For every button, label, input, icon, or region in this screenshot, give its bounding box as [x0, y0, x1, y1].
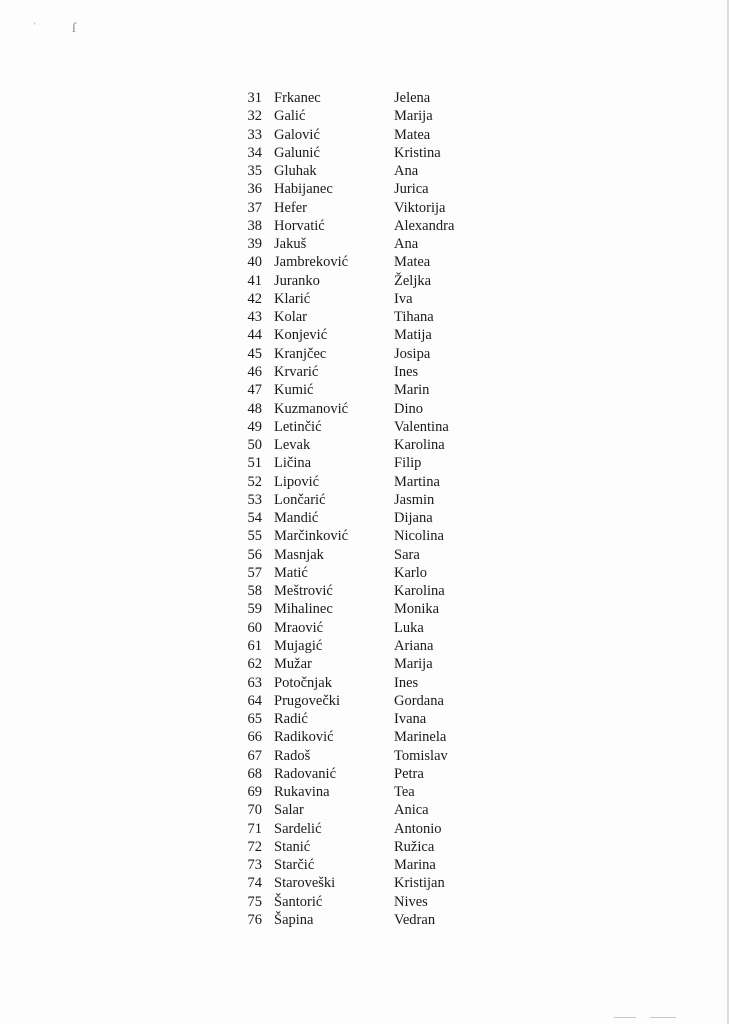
entry-number: 37	[247, 199, 262, 216]
entry-number: 39	[247, 236, 262, 253]
entry-number: 70	[247, 802, 262, 819]
list-item	[224, 893, 524, 911]
surname: Mraović	[274, 619, 324, 636]
given-name: Luka	[394, 619, 424, 636]
list-item	[224, 454, 524, 472]
list-item	[224, 911, 524, 929]
entry-number: 33	[247, 126, 262, 143]
entry-number: 43	[247, 309, 262, 326]
surname: Hefer	[274, 199, 308, 216]
given-name: Nives	[394, 893, 428, 910]
given-name: Jasmin	[394, 491, 435, 508]
surname: Juranko	[274, 272, 320, 289]
list-item	[224, 436, 524, 454]
given-name: Matija	[394, 327, 432, 344]
list-item	[224, 783, 524, 801]
surname: Mandić	[274, 510, 319, 527]
given-name: Ariana	[394, 637, 434, 654]
surname: Mihalinec	[274, 601, 333, 618]
given-name: Jelena	[394, 90, 431, 106]
entry-number: 75	[247, 893, 262, 910]
given-name: Marinela	[394, 729, 447, 746]
entry-number: 68	[247, 765, 262, 782]
surname: Staroveški	[274, 875, 336, 892]
given-name: Antonio	[394, 820, 442, 837]
surname: Lončarić	[274, 491, 326, 508]
given-name: Gordana	[394, 692, 444, 709]
surname: Šantorić	[274, 893, 323, 910]
surname: Krvarić	[274, 363, 319, 380]
entry-number: 72	[247, 838, 262, 855]
list-item	[224, 144, 524, 162]
entry-number: 55	[247, 528, 262, 545]
scan-mark: '	[34, 21, 36, 31]
given-name: Viktorija	[394, 199, 446, 216]
given-name: Ivana	[394, 711, 427, 728]
surname: Galić	[274, 108, 306, 125]
surname: Radoš	[274, 747, 311, 764]
surname: Potočnjak	[274, 674, 332, 691]
entry-number: 57	[247, 564, 262, 581]
given-name: Ines	[394, 363, 419, 380]
surname: Lipović	[274, 473, 320, 490]
surname: Masnjak	[274, 546, 324, 563]
given-name: Jurica	[394, 181, 429, 198]
list-item	[224, 126, 524, 144]
entry-number: 71	[247, 820, 262, 837]
entry-number: 64	[247, 692, 262, 709]
surname: Gluhak	[274, 163, 317, 180]
list-item	[224, 272, 524, 290]
given-name: Karlo	[394, 564, 428, 581]
entry-number: 69	[247, 784, 262, 801]
list-item	[224, 491, 524, 509]
given-name: Karolina	[394, 437, 445, 454]
given-name: Ana	[394, 163, 419, 180]
list-item	[224, 308, 524, 326]
given-name: Marija	[394, 656, 433, 673]
given-name: Marin	[394, 382, 430, 399]
given-name: Karolina	[394, 583, 445, 600]
given-name: Marija	[394, 108, 433, 125]
entry-number: 66	[247, 729, 262, 746]
entry-number: 52	[247, 473, 262, 490]
surname: Ličina	[274, 455, 312, 472]
given-name: Anica	[394, 802, 429, 819]
list-item	[224, 345, 524, 363]
surname: Rukavina	[274, 784, 330, 801]
entry-number: 74	[247, 875, 262, 892]
given-name: Ines	[394, 674, 419, 691]
scan-smudge	[650, 1017, 676, 1018]
list-item	[224, 107, 524, 125]
given-name: Martina	[394, 473, 440, 490]
list-item	[224, 728, 524, 746]
surname: Radić	[274, 711, 308, 728]
entry-number: 73	[247, 857, 262, 874]
entry-number: 51	[247, 455, 262, 472]
surname: Galović	[274, 126, 320, 143]
list-item	[224, 363, 524, 381]
entry-number: 65	[247, 711, 262, 728]
list-item	[224, 692, 524, 710]
entry-number: 34	[247, 144, 262, 161]
surname: Jambreković	[274, 254, 349, 271]
entry-number: 58	[247, 583, 262, 600]
list-item	[224, 801, 524, 819]
surname: Stanić	[274, 838, 311, 855]
given-name: Matea	[394, 254, 431, 271]
given-name: Sara	[394, 546, 420, 563]
surname: Jakuš	[274, 236, 307, 253]
list-item	[224, 674, 524, 692]
list-item	[224, 217, 524, 235]
given-name: Nicolina	[394, 528, 444, 545]
surname: Mužar	[274, 656, 312, 673]
given-name: Monika	[394, 601, 440, 618]
surname: Galunić	[274, 144, 320, 161]
entry-number: 41	[247, 272, 262, 289]
entry-number: 42	[247, 290, 262, 307]
given-name: Filip	[394, 455, 422, 472]
scan-mark: ſ	[72, 21, 76, 36]
surname: Radovanić	[274, 765, 337, 782]
entry-number: 60	[247, 619, 262, 636]
entry-number: 44	[247, 327, 262, 344]
given-name: Tihana	[394, 309, 434, 326]
entry-number: 49	[247, 418, 262, 435]
given-name: Valentina	[394, 418, 449, 435]
surname: Kumić	[274, 382, 314, 399]
given-name: Iva	[394, 290, 413, 307]
given-name: Tomislav	[394, 747, 448, 764]
list-item	[224, 199, 524, 217]
given-name: Matea	[394, 126, 431, 143]
surname: Kranjčec	[274, 345, 327, 362]
entry-number: 67	[247, 747, 262, 764]
given-name: Ana	[394, 236, 419, 253]
list-item	[224, 710, 524, 728]
surname: Starčić	[274, 857, 315, 874]
given-name: Ružica	[394, 838, 435, 855]
entry-number: 50	[247, 437, 262, 454]
entry-number: 61	[247, 637, 262, 654]
list-item	[224, 290, 524, 308]
list-item	[224, 600, 524, 618]
list-item	[224, 253, 524, 271]
list-item	[224, 820, 524, 838]
entry-number: 53	[247, 491, 262, 508]
list-item	[224, 619, 524, 637]
list-item	[224, 418, 524, 436]
given-name: Vedran	[394, 911, 436, 928]
list-item	[224, 162, 524, 180]
surname: Prugovečki	[274, 692, 341, 709]
name-list	[224, 89, 524, 929]
given-name: Dino	[394, 400, 423, 417]
given-name: Petra	[394, 765, 424, 782]
entry-number: 63	[247, 674, 262, 691]
entry-number: 54	[247, 510, 262, 527]
surname: Horvatić	[274, 217, 325, 234]
surname: Salar	[274, 802, 304, 819]
given-name: Željka	[394, 272, 432, 289]
list-item	[224, 582, 524, 600]
list-item	[224, 326, 524, 344]
list-item	[224, 527, 524, 545]
list-item	[224, 637, 524, 655]
list-item	[224, 180, 524, 198]
entry-number: 36	[247, 181, 262, 198]
given-name: Dijana	[394, 510, 433, 527]
list-item	[224, 747, 524, 765]
given-name: Tea	[394, 784, 415, 801]
entry-number: 46	[247, 363, 262, 380]
entry-number: 48	[247, 400, 262, 417]
list-item	[224, 874, 524, 892]
surname: Levak	[274, 437, 311, 454]
entry-number: 76	[247, 911, 262, 928]
given-name: Kristina	[394, 144, 441, 161]
surname: Letinčić	[274, 418, 322, 435]
surname: Klarić	[274, 290, 311, 307]
entry-number: 32	[247, 108, 262, 125]
entry-number: 56	[247, 546, 262, 563]
surname: Radiković	[274, 729, 334, 746]
given-name: Kristijan	[394, 875, 445, 892]
entry-number: 31	[247, 90, 262, 106]
surname: Habijanec	[274, 181, 333, 198]
surname: Frkanec	[274, 90, 321, 106]
surname: Sardelić	[274, 820, 322, 837]
given-name: Alexandra	[394, 217, 455, 234]
given-name: Marina	[394, 857, 436, 874]
surname: Marčinković	[274, 528, 349, 545]
surname: Matić	[274, 564, 308, 581]
surname: Konjević	[274, 327, 328, 344]
list-item	[224, 838, 524, 856]
surname: Mujagić	[274, 637, 323, 654]
entry-number: 45	[247, 345, 262, 362]
list-item	[224, 235, 524, 253]
surname: Šapina	[274, 911, 314, 928]
entry-number: 62	[247, 656, 262, 673]
list-item	[224, 473, 524, 491]
surname: Kolar	[274, 309, 308, 326]
list-item	[224, 765, 524, 783]
list-item	[224, 89, 524, 107]
scan-smudge	[614, 1017, 636, 1018]
list-item	[224, 564, 524, 582]
list-item	[224, 546, 524, 564]
entry-number: 47	[247, 382, 262, 399]
surname: Kuzmanović	[274, 400, 349, 417]
list-item	[224, 400, 524, 418]
entry-number: 38	[247, 217, 262, 234]
list-item	[224, 509, 524, 527]
entry-number: 35	[247, 163, 262, 180]
list-item	[224, 856, 524, 874]
given-name: Josipa	[394, 345, 431, 362]
entry-number: 40	[247, 254, 262, 271]
surname: Meštrović	[274, 583, 333, 600]
list-item	[224, 655, 524, 673]
entry-number: 59	[247, 601, 262, 618]
list-item	[224, 381, 524, 399]
